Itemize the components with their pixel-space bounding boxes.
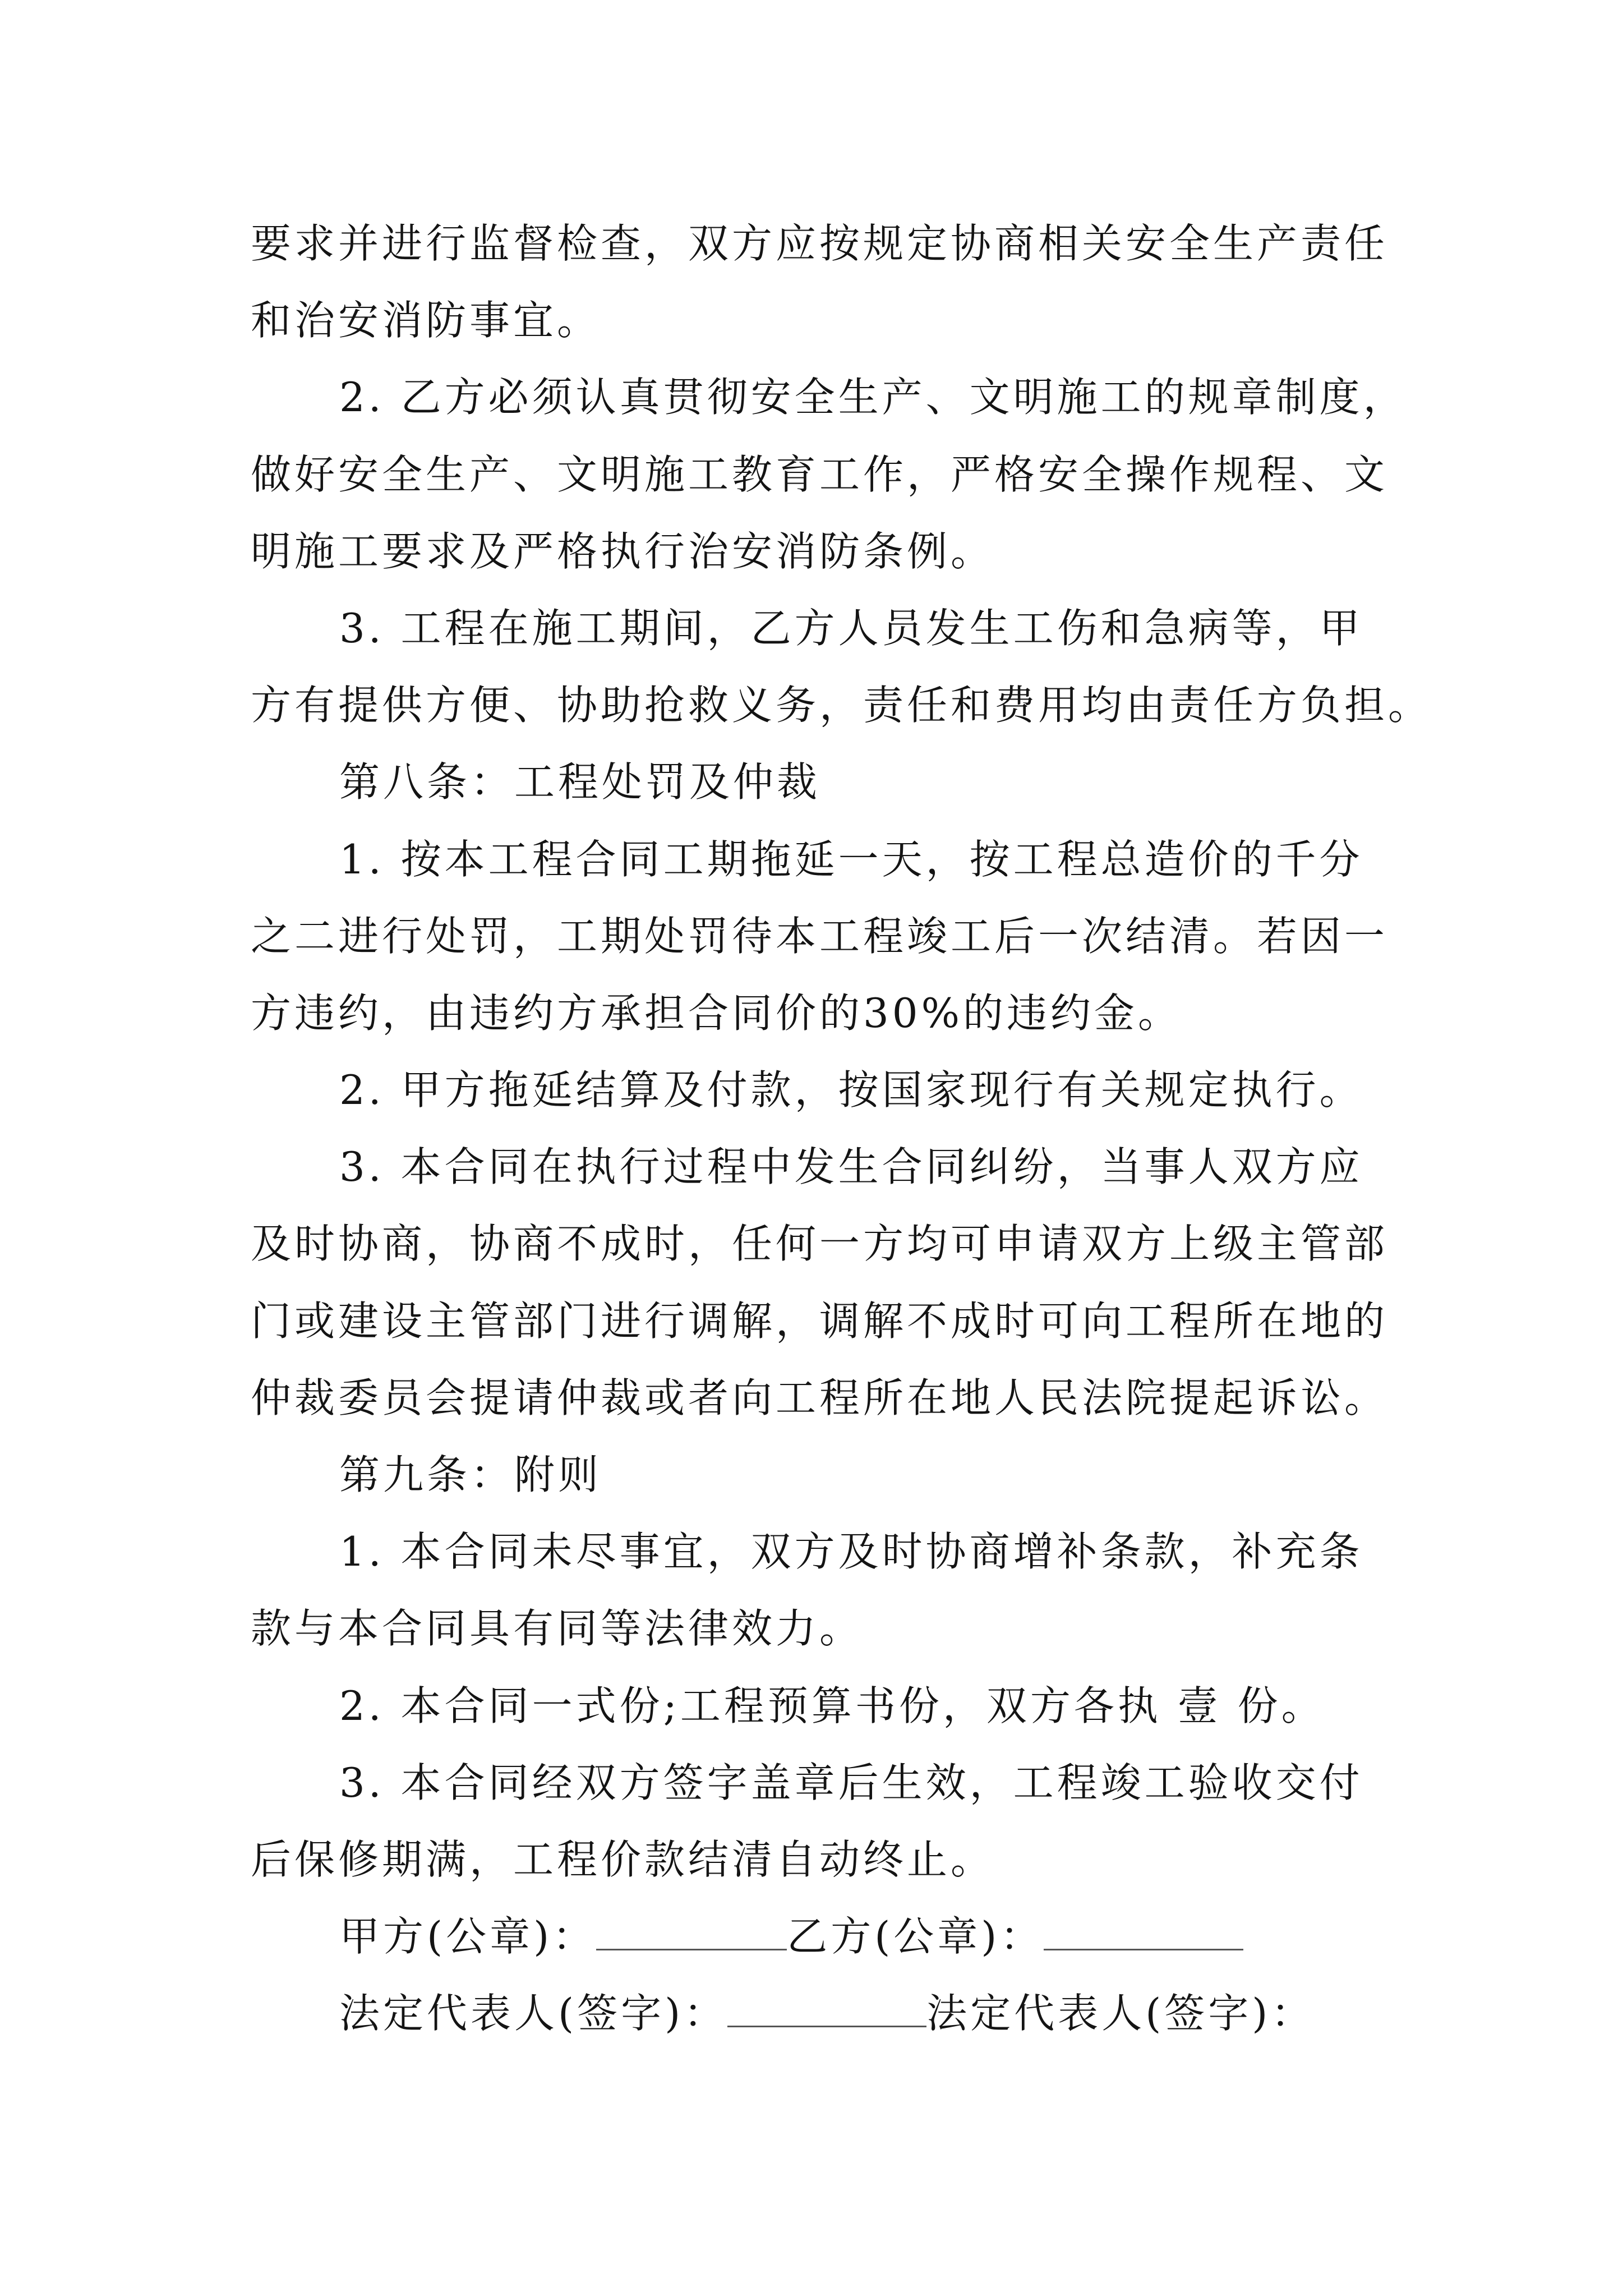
article-heading: 第九条：附则 (339, 1451, 602, 1498)
clause-item: 2. 甲方拖延结算及付款，按国家现行有关规定执行。 (339, 1066, 1363, 1114)
body-line: 方违约，由违约方承担合同价的30%的违约金。 (251, 989, 1182, 1037)
body-line: 要求并进行监督检查，双方应按规定协商相关安全生产责任 (251, 220, 1389, 267)
party-b-seal-label: 乙方(公章)： (787, 1913, 1044, 1961)
clause-item: 1. 本合同未尽事宜，双方及时协商增补条款，补充条 (339, 1528, 1363, 1576)
body-line: 方有提供方便、协助抢救义务，责任和费用均由责任方负担。 (251, 682, 1432, 729)
clause-item: 2. 本合同一式份;工程预算书份，双方各执 壹 份。 (339, 1682, 1325, 1729)
party-a-seal-blank (596, 1915, 787, 1950)
clause-item: 3. 工程在施工期间，乙方人员发生工伤和急病等，甲 (339, 604, 1363, 652)
body-line: 仲裁委员会提请仲裁或者向工程所在地人民法院提起诉讼。 (251, 1374, 1389, 1421)
body-line: 和治安消防事宜。 (251, 297, 601, 344)
clause-item: 2. 乙方必须认真贯彻安全生产、文明施工的规章制度， (339, 374, 1407, 421)
party-a-representative-label: 法定代表人(签字)： (339, 1990, 728, 2037)
representative-signature-row (251, 1975, 1513, 2052)
party-b-seal-blank (1044, 1915, 1243, 1950)
body-line: 做好安全生产、文明施工教育工作，严格安全操作规程、文 (251, 450, 1389, 498)
party-b-representative-label: 法定代表人(签字)： (926, 1990, 1315, 2037)
body-line: 之二进行处罚，工期处罚待本工程竣工后一次结清。若因一 (251, 912, 1389, 960)
body-line: 明施工要求及严格执行治安消防条例。 (251, 527, 995, 575)
clause-item: 3. 本合同在执行过程中发生合同纠纷，当事人双方应 (339, 1143, 1363, 1191)
party-a-representative-blank (727, 1992, 926, 2027)
article-heading: 第八条：工程处罚及仲裁 (339, 758, 821, 806)
body-line: 款与本合同具有同等法律效力。 (251, 1605, 864, 1653)
party-a-seal-label: 甲方(公章)： (339, 1913, 597, 1961)
seal-signature-row (251, 1898, 1513, 1975)
body-line: 后保修期满，工程价款结清自动终止。 (251, 1835, 995, 1883)
body-line: 及时协商，协商不成时，任何一方均可申请双方上级主管部 (251, 1220, 1389, 1268)
clause-item: 3. 本合同经双方签字盖章后生效，工程竣工验收交付 (339, 1759, 1363, 1806)
clause-item: 1. 按本工程合同工期拖延一天，按工程总造价的千分 (339, 835, 1363, 883)
body-line: 门或建设主管部门进行调解，调解不成时可向工程所在地的 (251, 1297, 1389, 1345)
contract-body (251, 205, 1513, 2053)
